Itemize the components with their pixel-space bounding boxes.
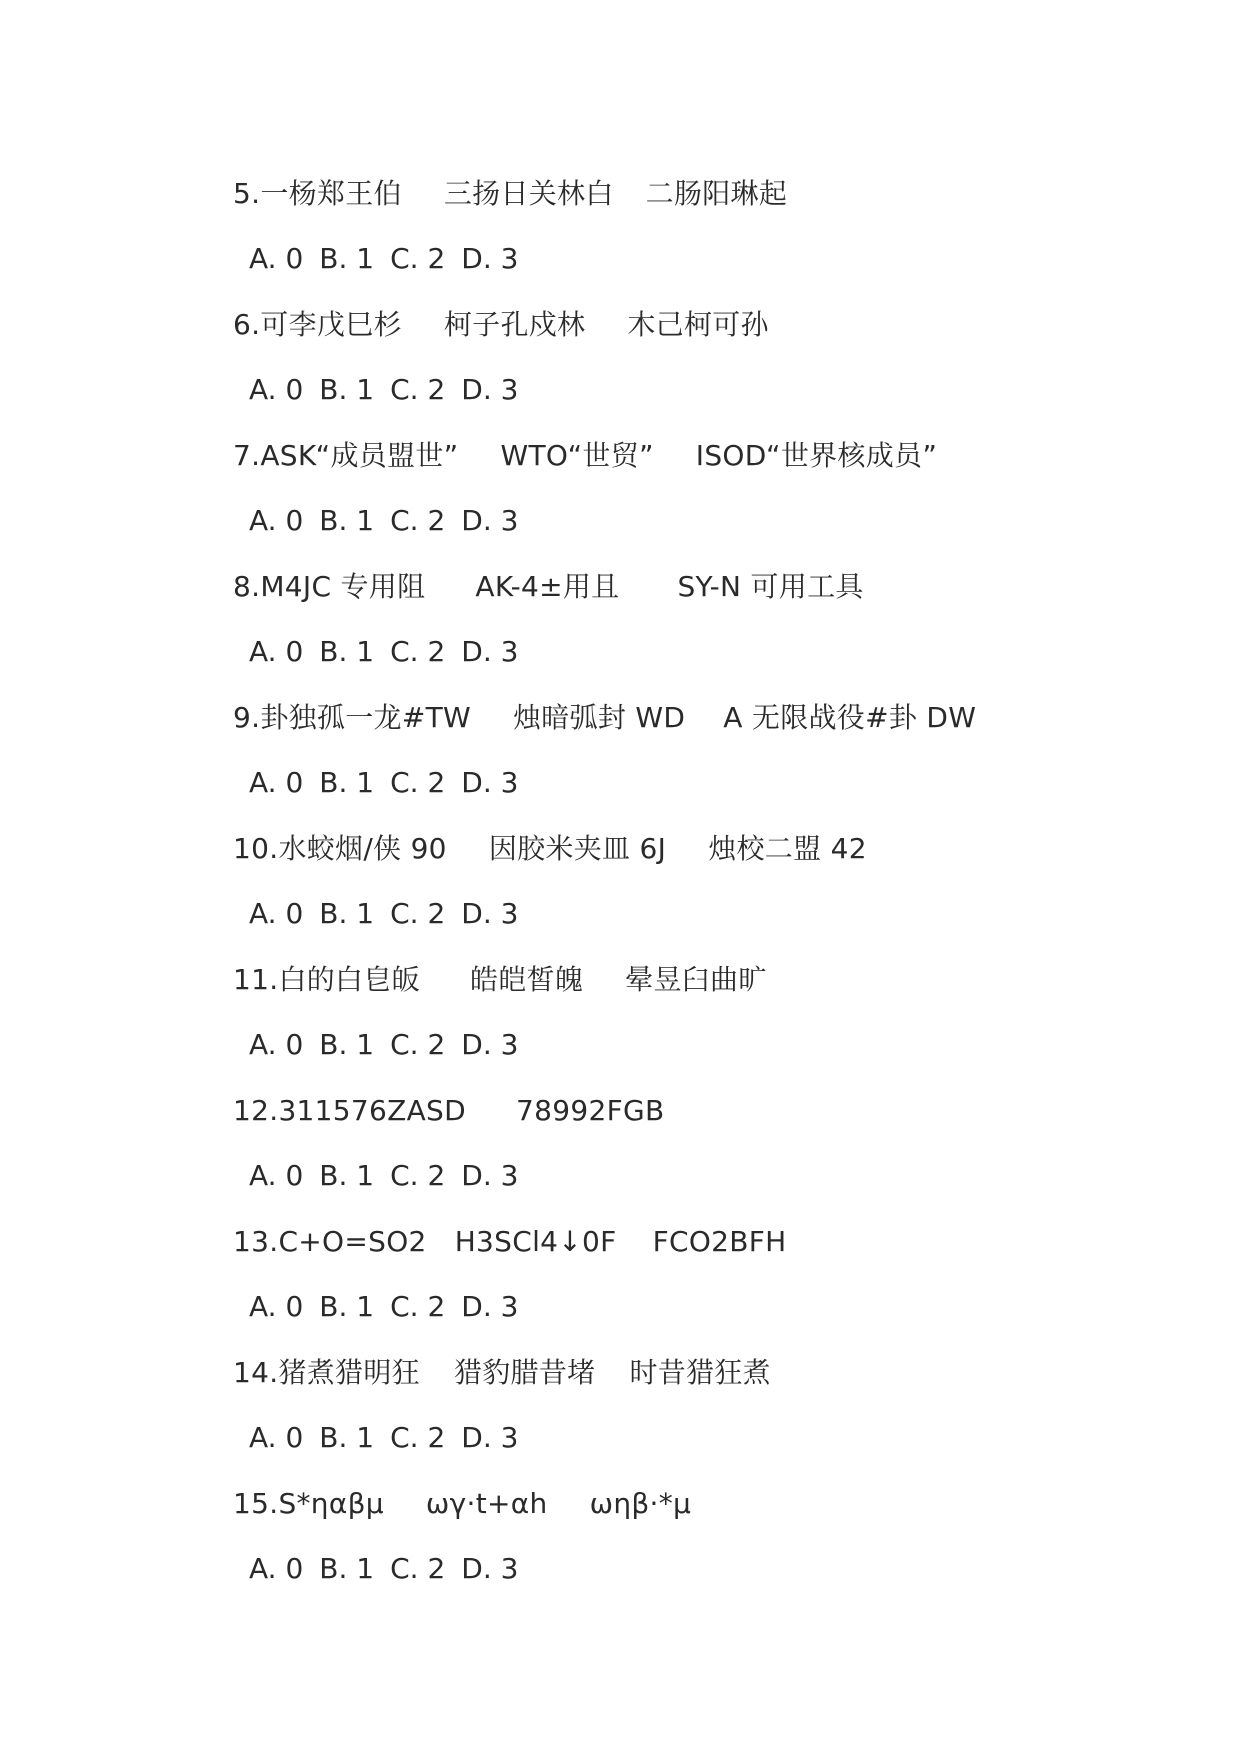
symbol-group: 78992FGB [516, 1094, 665, 1127]
answer-option: D. 3 [461, 897, 519, 930]
answer-option: C. 2 [390, 897, 446, 930]
answer-option: D. 3 [461, 1028, 519, 1061]
question-stem [233, 1091, 664, 1131]
symbol-group: ISOD“世界核成员” [695, 439, 938, 472]
answer-option: D. 3 [461, 1290, 519, 1323]
answer-option: B. 1 [319, 635, 375, 668]
answer-option: D. 3 [461, 635, 519, 668]
question-number: 10. [233, 832, 279, 865]
answer-option: B. 1 [319, 1028, 375, 1061]
symbol-group: 水蛟烟/侠 90 [278, 832, 447, 865]
answer-option: A. 0 [249, 1028, 304, 1061]
answer-options [249, 501, 534, 541]
question-stem [233, 960, 767, 1000]
answer-option: A. 0 [249, 766, 304, 799]
answer-options [249, 894, 534, 934]
question-item [233, 436, 1133, 567]
symbol-group: 白的白皀皈 [278, 963, 420, 996]
answer-option: B. 1 [319, 897, 375, 930]
symbol-group: 烛校二盟 42 [708, 832, 867, 865]
answer-option: B. 1 [319, 1421, 375, 1454]
answer-option: D. 3 [461, 766, 519, 799]
answer-options [249, 1549, 534, 1589]
answer-option: B. 1 [319, 1552, 375, 1585]
question-item [233, 1222, 1133, 1353]
answer-option: C. 2 [390, 1159, 446, 1192]
symbol-group: 二肠阳琳起 [645, 177, 788, 210]
question-item [233, 567, 1133, 698]
answer-option: C. 2 [390, 1028, 446, 1061]
symbol-group: 猎豹腊昔堵 [453, 1356, 596, 1389]
answer-option: A. 0 [249, 1290, 304, 1323]
question-number: 15. [233, 1487, 279, 1520]
answer-option: D. 3 [461, 1552, 519, 1585]
symbol-group: 柯子孔戍林 [443, 308, 586, 341]
answer-option: C. 2 [390, 504, 446, 537]
question-stem [233, 436, 937, 476]
symbol-group: 烛暗弧封 WD [512, 701, 686, 734]
symbol-group: WTO“世贸” [500, 439, 654, 472]
answer-option: A. 0 [249, 1159, 304, 1192]
question-stem [233, 305, 769, 345]
answer-option: D. 3 [461, 1421, 519, 1454]
answer-option: C. 2 [390, 373, 446, 406]
answer-option: C. 2 [390, 1290, 446, 1323]
answer-option: D. 3 [461, 373, 519, 406]
symbol-group: ωηβ·*μ [589, 1487, 692, 1520]
answer-option: B. 1 [319, 1290, 375, 1323]
question-number: 11. [233, 963, 279, 996]
symbol-group: AK-4±用且 [475, 570, 620, 603]
answer-options [249, 632, 534, 672]
symbol-group: 可李戊巳杉 [260, 308, 402, 341]
answer-options [249, 1418, 534, 1458]
question-stem [233, 829, 867, 869]
symbol-group: ASK“成员盟世” [260, 439, 459, 472]
symbol-group: 311576ZASD [278, 1094, 466, 1127]
answer-option: D. 3 [461, 1159, 519, 1192]
question-number: 9. [233, 701, 261, 734]
question-number: 6. [233, 308, 261, 341]
symbol-group: 一杨郑王伯 [260, 177, 402, 210]
symbol-group: 皓皑皙魄 [469, 963, 584, 996]
symbol-group: 猪煮猎明狂 [278, 1356, 420, 1389]
question-stem [233, 698, 976, 738]
answer-options [249, 763, 534, 803]
symbol-group: 时昔猎狂煮 [629, 1356, 771, 1389]
answer-options [249, 1025, 534, 1065]
question-stem [233, 567, 864, 607]
symbol-group: FCO2BFH [652, 1225, 787, 1258]
answer-option: B. 1 [319, 766, 375, 799]
answer-option: A. 0 [249, 897, 304, 930]
answer-option: D. 3 [461, 242, 519, 275]
symbol-group: 因胶米夹皿 6J [488, 832, 667, 865]
question-number: 7. [233, 439, 261, 472]
answer-option: C. 2 [390, 1421, 446, 1454]
symbol-group: 木己柯可孙 [627, 308, 769, 341]
question-stem [233, 1353, 771, 1393]
question-stem [233, 1484, 691, 1524]
question-item [233, 829, 1133, 960]
answer-options [249, 1156, 534, 1196]
question-number: 13. [233, 1225, 279, 1258]
question-item [233, 1484, 1133, 1615]
answer-option: C. 2 [390, 242, 446, 275]
symbol-group: H3SCl4↓0F [454, 1225, 617, 1258]
answer-options [249, 370, 534, 410]
answer-option: C. 2 [390, 766, 446, 799]
answer-option: A. 0 [249, 242, 304, 275]
answer-option: C. 2 [390, 1552, 446, 1585]
symbol-group: ωγ·t+αh [425, 1487, 548, 1520]
question-number: 14. [233, 1356, 279, 1389]
answer-option: B. 1 [319, 1159, 375, 1192]
answer-options [249, 239, 534, 279]
symbol-group: SY-N 可用工具 [677, 570, 864, 603]
symbol-group: 卦独孤一龙#TW [260, 701, 471, 734]
answer-option: A. 0 [249, 1552, 304, 1585]
symbol-group: 晕昱臼曲旷 [625, 963, 767, 996]
question-item [233, 174, 1133, 305]
symbol-group: 三扬日关林白 [443, 177, 614, 210]
answer-option: B. 1 [319, 242, 375, 275]
answer-option: D. 3 [461, 504, 519, 537]
answer-option: A. 0 [249, 635, 304, 668]
answer-option: A. 0 [249, 373, 304, 406]
symbol-group: C+O=SO2 [278, 1225, 427, 1258]
question-number: 12. [233, 1094, 279, 1127]
question-item [233, 1091, 1133, 1222]
answer-option: A. 0 [249, 1421, 304, 1454]
question-item [233, 698, 1133, 829]
symbol-group: A 无限战役#卦 DW [723, 701, 977, 734]
question-number: 5. [233, 177, 261, 210]
question-stem [233, 174, 787, 214]
question-item [233, 1353, 1133, 1484]
symbol-group: M4JC 专用阻 [260, 570, 426, 603]
answer-options [249, 1287, 534, 1327]
question-list [233, 174, 1133, 1615]
question-item [233, 305, 1133, 436]
question-stem [233, 1222, 787, 1262]
answer-option: B. 1 [319, 504, 375, 537]
question-number: 8. [233, 570, 261, 603]
symbol-group: S*ηαβμ [278, 1487, 384, 1520]
answer-option: B. 1 [319, 373, 375, 406]
answer-option: A. 0 [249, 504, 304, 537]
question-item [233, 960, 1133, 1091]
answer-option: C. 2 [390, 635, 446, 668]
